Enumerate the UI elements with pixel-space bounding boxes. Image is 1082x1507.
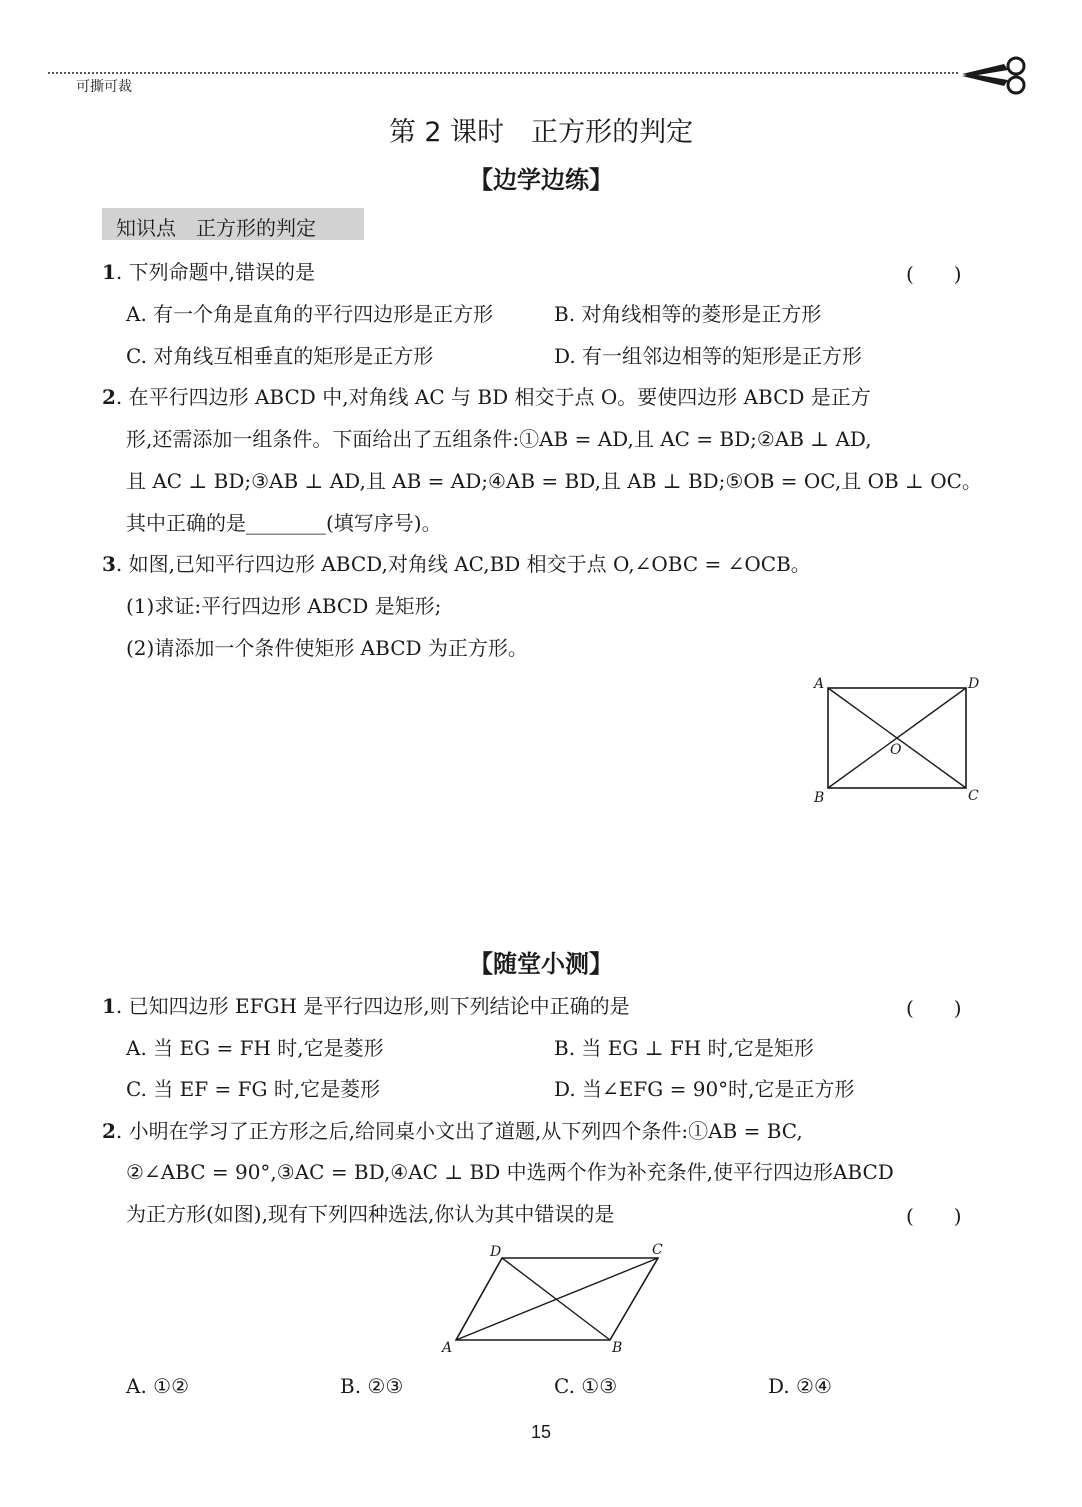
option-d: D. ②④: [768, 1374, 832, 1398]
option-b: B. ②③: [340, 1374, 404, 1398]
quiz-q2-line3: 为正方形(如图),现有下列四种选法,你认为其中错误的是: [126, 1202, 615, 1226]
cut-line: [48, 72, 958, 74]
vertex-label-b: B: [612, 1340, 623, 1356]
cut-label: 可撕可裁: [76, 79, 132, 95]
vertex-label-c: C: [652, 1242, 663, 1258]
option-c: C. ①③: [554, 1374, 618, 1398]
option-a: A. ①②: [126, 1374, 190, 1398]
practice-q2-line3: 且 AC ⊥ BD;③AB ⊥ AD,且 AB = AD;④AB = BD,且 AB ⊥ BD;⑤OB = OC,且 OB ⊥ OC。: [126, 469, 982, 493]
q-text: . 已知四边形 EFGH 是平行四边形,则下列结论中正确的是: [115, 994, 630, 1018]
practice-q3-stem: [102, 550, 811, 578]
practice-q1-stem: [102, 258, 315, 286]
page-title: 第 2 课时 正方形的判定: [388, 117, 694, 148]
q-number: 3: [102, 552, 116, 576]
knowledge-point-label: 知识点 正方形的判定: [116, 216, 316, 240]
parallelogram-figure: [436, 1238, 676, 1358]
quiz-q2-line2: ②∠ABC = 90°,③AC = BD,④AC ⊥ BD 中选两个作为补充条件,使平行四边形ABCD: [126, 1160, 894, 1184]
practice-q3-part2: (2)请添加一个条件使矩形 ABCD 为正方形。: [126, 636, 528, 660]
option-a: A. 当 EG = FH 时,它是菱形: [126, 1036, 384, 1060]
q-number: 1: [102, 994, 116, 1018]
vertex-label-a: A: [442, 1340, 453, 1356]
option-d: D. 有一组邻边相等的矩形是正方形: [554, 344, 863, 368]
option-b: B. 当 EG ⊥ FH 时,它是矩形: [554, 1036, 814, 1060]
option-a: A. 有一个角是直角的平行四边形是正方形: [126, 302, 494, 326]
q-text: . 如图,已知平行四边形 ABCD,对角线 AC,BD 相交于点 O,∠OBC = ∠OCB。: [115, 552, 811, 576]
diagonal-bd: [502, 1258, 610, 1340]
q-text: . 下列命题中,错误的是: [115, 260, 315, 284]
scissors-icon: [958, 56, 1030, 96]
answer-bracket: ( ): [906, 262, 962, 286]
answer-bracket: ( ): [906, 996, 962, 1020]
quiz-q1-stem: [102, 992, 630, 1020]
vertex-label-a: A: [814, 676, 825, 692]
q-number: 2: [102, 1119, 116, 1143]
option-c: C. 对角线互相垂直的矩形是正方形: [126, 344, 434, 368]
option-c: C. 当 EF = FG 时,它是菱形: [126, 1077, 381, 1101]
vertex-label-d: D: [968, 676, 980, 692]
center-label-o: O: [890, 742, 902, 758]
quiz-q2-line1: [102, 1117, 803, 1145]
q-text: . 小明在学习了正方形之后,给同桌小文出了道题,从下列四个条件:①AB = BC,: [115, 1119, 803, 1143]
practice-q2-line2: 形,还需添加一组条件。下面给出了五组条件:①AB = AD,且 AC = BD;②AB ⊥ AD,: [126, 427, 872, 451]
option-b: B. 对角线相等的菱形是正方形: [554, 302, 822, 326]
knowledge-point-box: [102, 208, 364, 240]
section-heading-practice: 【边学边练】: [469, 166, 613, 194]
vertex-label-b: B: [814, 790, 825, 806]
practice-q2-line1: [102, 383, 871, 411]
practice-q2-line4: 其中正确的是________(填写序号)。: [126, 511, 442, 535]
q-number: 1: [102, 260, 116, 284]
page-number: 15: [530, 1422, 552, 1442]
answer-bracket: ( ): [906, 1204, 962, 1228]
rectangle-figure: [808, 672, 998, 812]
q-number: 2: [102, 385, 116, 409]
option-d: D. 当∠EFG = 90°时,它是正方形: [554, 1077, 855, 1101]
practice-q3-part1: (1)求证:平行四边形 ABCD 是矩形;: [126, 594, 442, 618]
vertex-label-c: C: [968, 788, 979, 804]
q-text: . 在平行四边形 ABCD 中,对角线 AC 与 BD 相交于点 O。要使四边形 ABCD 是正方: [115, 385, 871, 409]
section-heading-quiz: 【随堂小测】: [469, 950, 613, 978]
vertex-label-d: D: [490, 1244, 502, 1260]
